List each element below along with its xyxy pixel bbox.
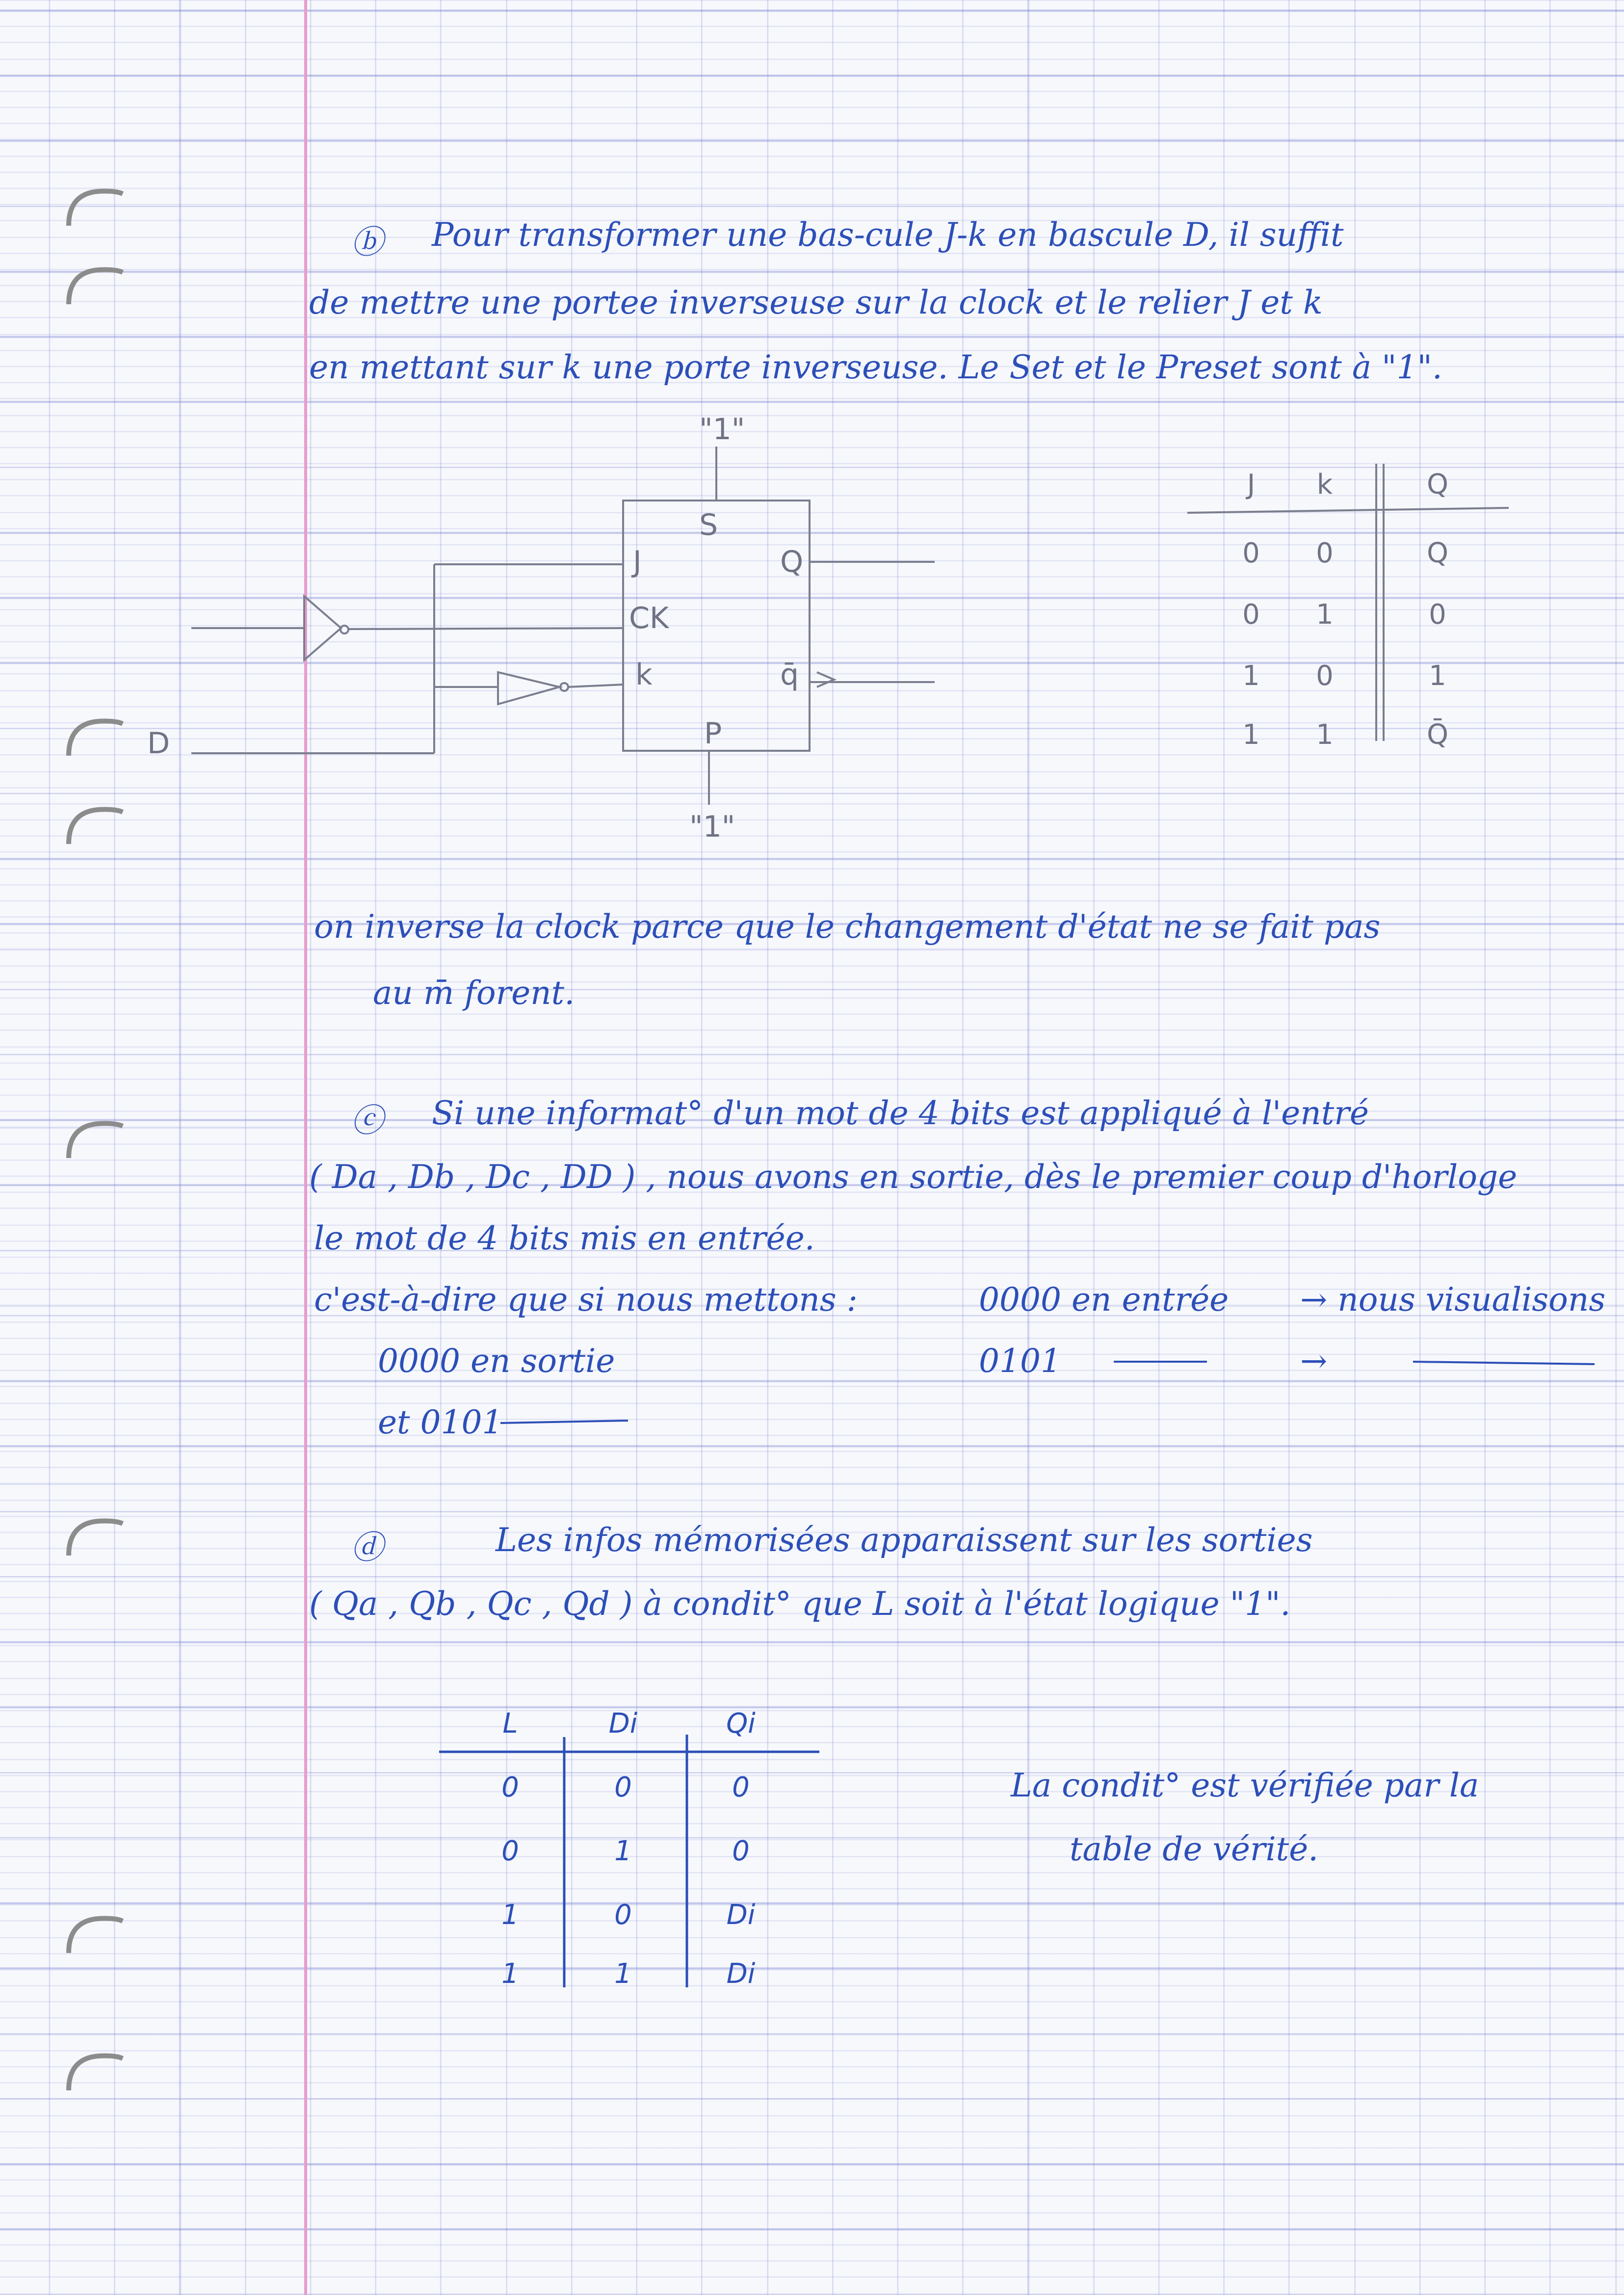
jk-cell: 0: [1242, 537, 1260, 569]
section-d-line-1: Les infos mémorisées apparaissent sur les sorties: [496, 1521, 1313, 1559]
ld-cell: 0: [501, 1771, 519, 1803]
jk-cell: 0: [1429, 599, 1446, 631]
section-c-line-3: le mot de 4 bits mis en entrée.: [314, 1219, 815, 1257]
conclusion-line-2: table de vérité.: [1070, 1830, 1319, 1868]
circuit-set-value: "1": [699, 412, 745, 447]
section-c-line-4: c'est-à-dire que si nous mettons :: [314, 1281, 858, 1319]
ld-cell: 1: [501, 1958, 519, 1990]
ld-cell: Di: [726, 1958, 756, 1990]
section-b-line-3: en mettant sur k une porte inverseuse. Le Set et le Preset sont à "1".: [309, 348, 1442, 386]
section-c-arrow: →: [1300, 1342, 1328, 1380]
section-c-input-example: 0000 en entrée: [979, 1281, 1229, 1319]
ld-cell: 0: [614, 1899, 632, 1931]
jk-header-j: J: [1247, 469, 1256, 501]
ld-cell: 0: [614, 1771, 632, 1803]
jk-cell: 1: [1316, 599, 1334, 631]
ld-cell: Di: [726, 1899, 756, 1931]
section-c-line-2: ( Da , Db , Dc , DD ) , nous avons en sortie, dès le premier coup d'horloge: [309, 1158, 1518, 1196]
clock-note-line-2: au m̄ forent.: [373, 974, 575, 1012]
pin-s: S: [699, 508, 718, 542]
pin-ck: CK: [629, 601, 669, 635]
section-b-line-2: de mettre une portee inverseuse sur la clock et le relier J et k: [309, 284, 1323, 321]
section-c-output-example: 0000 en sortie: [378, 1342, 615, 1380]
section-c-line-1: Si une informat° d'un mot de 4 bits est appliqué à l'entré: [432, 1094, 1369, 1132]
clock-note-line-1: on inverse la clock parce que le changement d'état ne se fait pas: [314, 908, 1381, 946]
ld-cell: 0: [732, 1835, 750, 1867]
jk-header-k: k: [1316, 469, 1333, 501]
jk-cell: 0: [1316, 660, 1334, 692]
conclusion-line-1: La condit° est vérifiée par la: [1011, 1767, 1479, 1804]
jk-cell: 0: [1242, 599, 1260, 631]
section-d-label: ⓓ: [351, 1529, 383, 1566]
ld-cell: 1: [614, 1958, 632, 1990]
ld-cell: 1: [501, 1899, 519, 1931]
pin-k: k: [635, 658, 653, 692]
pin-p: P: [704, 716, 722, 751]
section-c-second-output: et 0101: [378, 1403, 503, 1441]
pin-j: J: [633, 545, 642, 579]
section-d-line-2: ( Qa , Qb , Qc , Qd ) à condit° que L soit à l'état logique "1".: [309, 1585, 1291, 1623]
ld-cell: 0: [732, 1771, 750, 1803]
ld-cell: 1: [614, 1835, 632, 1867]
circuit-preset-value: "1": [689, 810, 735, 844]
jk-header-q: Q: [1426, 469, 1449, 501]
ld-cell: 0: [501, 1835, 519, 1867]
section-c-visualize: → nous visualisons: [1300, 1281, 1606, 1319]
section-b-label: ⓑ: [351, 223, 383, 261]
jk-cell: Q: [1426, 537, 1449, 569]
ld-header-qi: Qi: [726, 1708, 756, 1740]
jk-cell: 1: [1429, 660, 1446, 692]
jk-cell: 1: [1316, 719, 1334, 751]
section-b-line-1: Pour transformer une bas-cule J-k en bascule D, il suffit: [432, 216, 1344, 254]
section-c-second-input: 0101: [979, 1342, 1061, 1380]
ld-header-l: L: [502, 1708, 518, 1740]
ld-header-di: Di: [608, 1708, 638, 1740]
pin-qbar: q̄: [780, 658, 799, 692]
jk-cell: 0: [1316, 537, 1334, 569]
pin-q: Q: [780, 545, 804, 579]
section-c-label: ⓒ: [351, 1102, 383, 1139]
circuit-input-d: D: [147, 726, 170, 761]
jk-cell: 1: [1242, 660, 1260, 692]
jk-cell: 1: [1242, 719, 1260, 751]
jk-cell: Q̄: [1426, 719, 1449, 751]
